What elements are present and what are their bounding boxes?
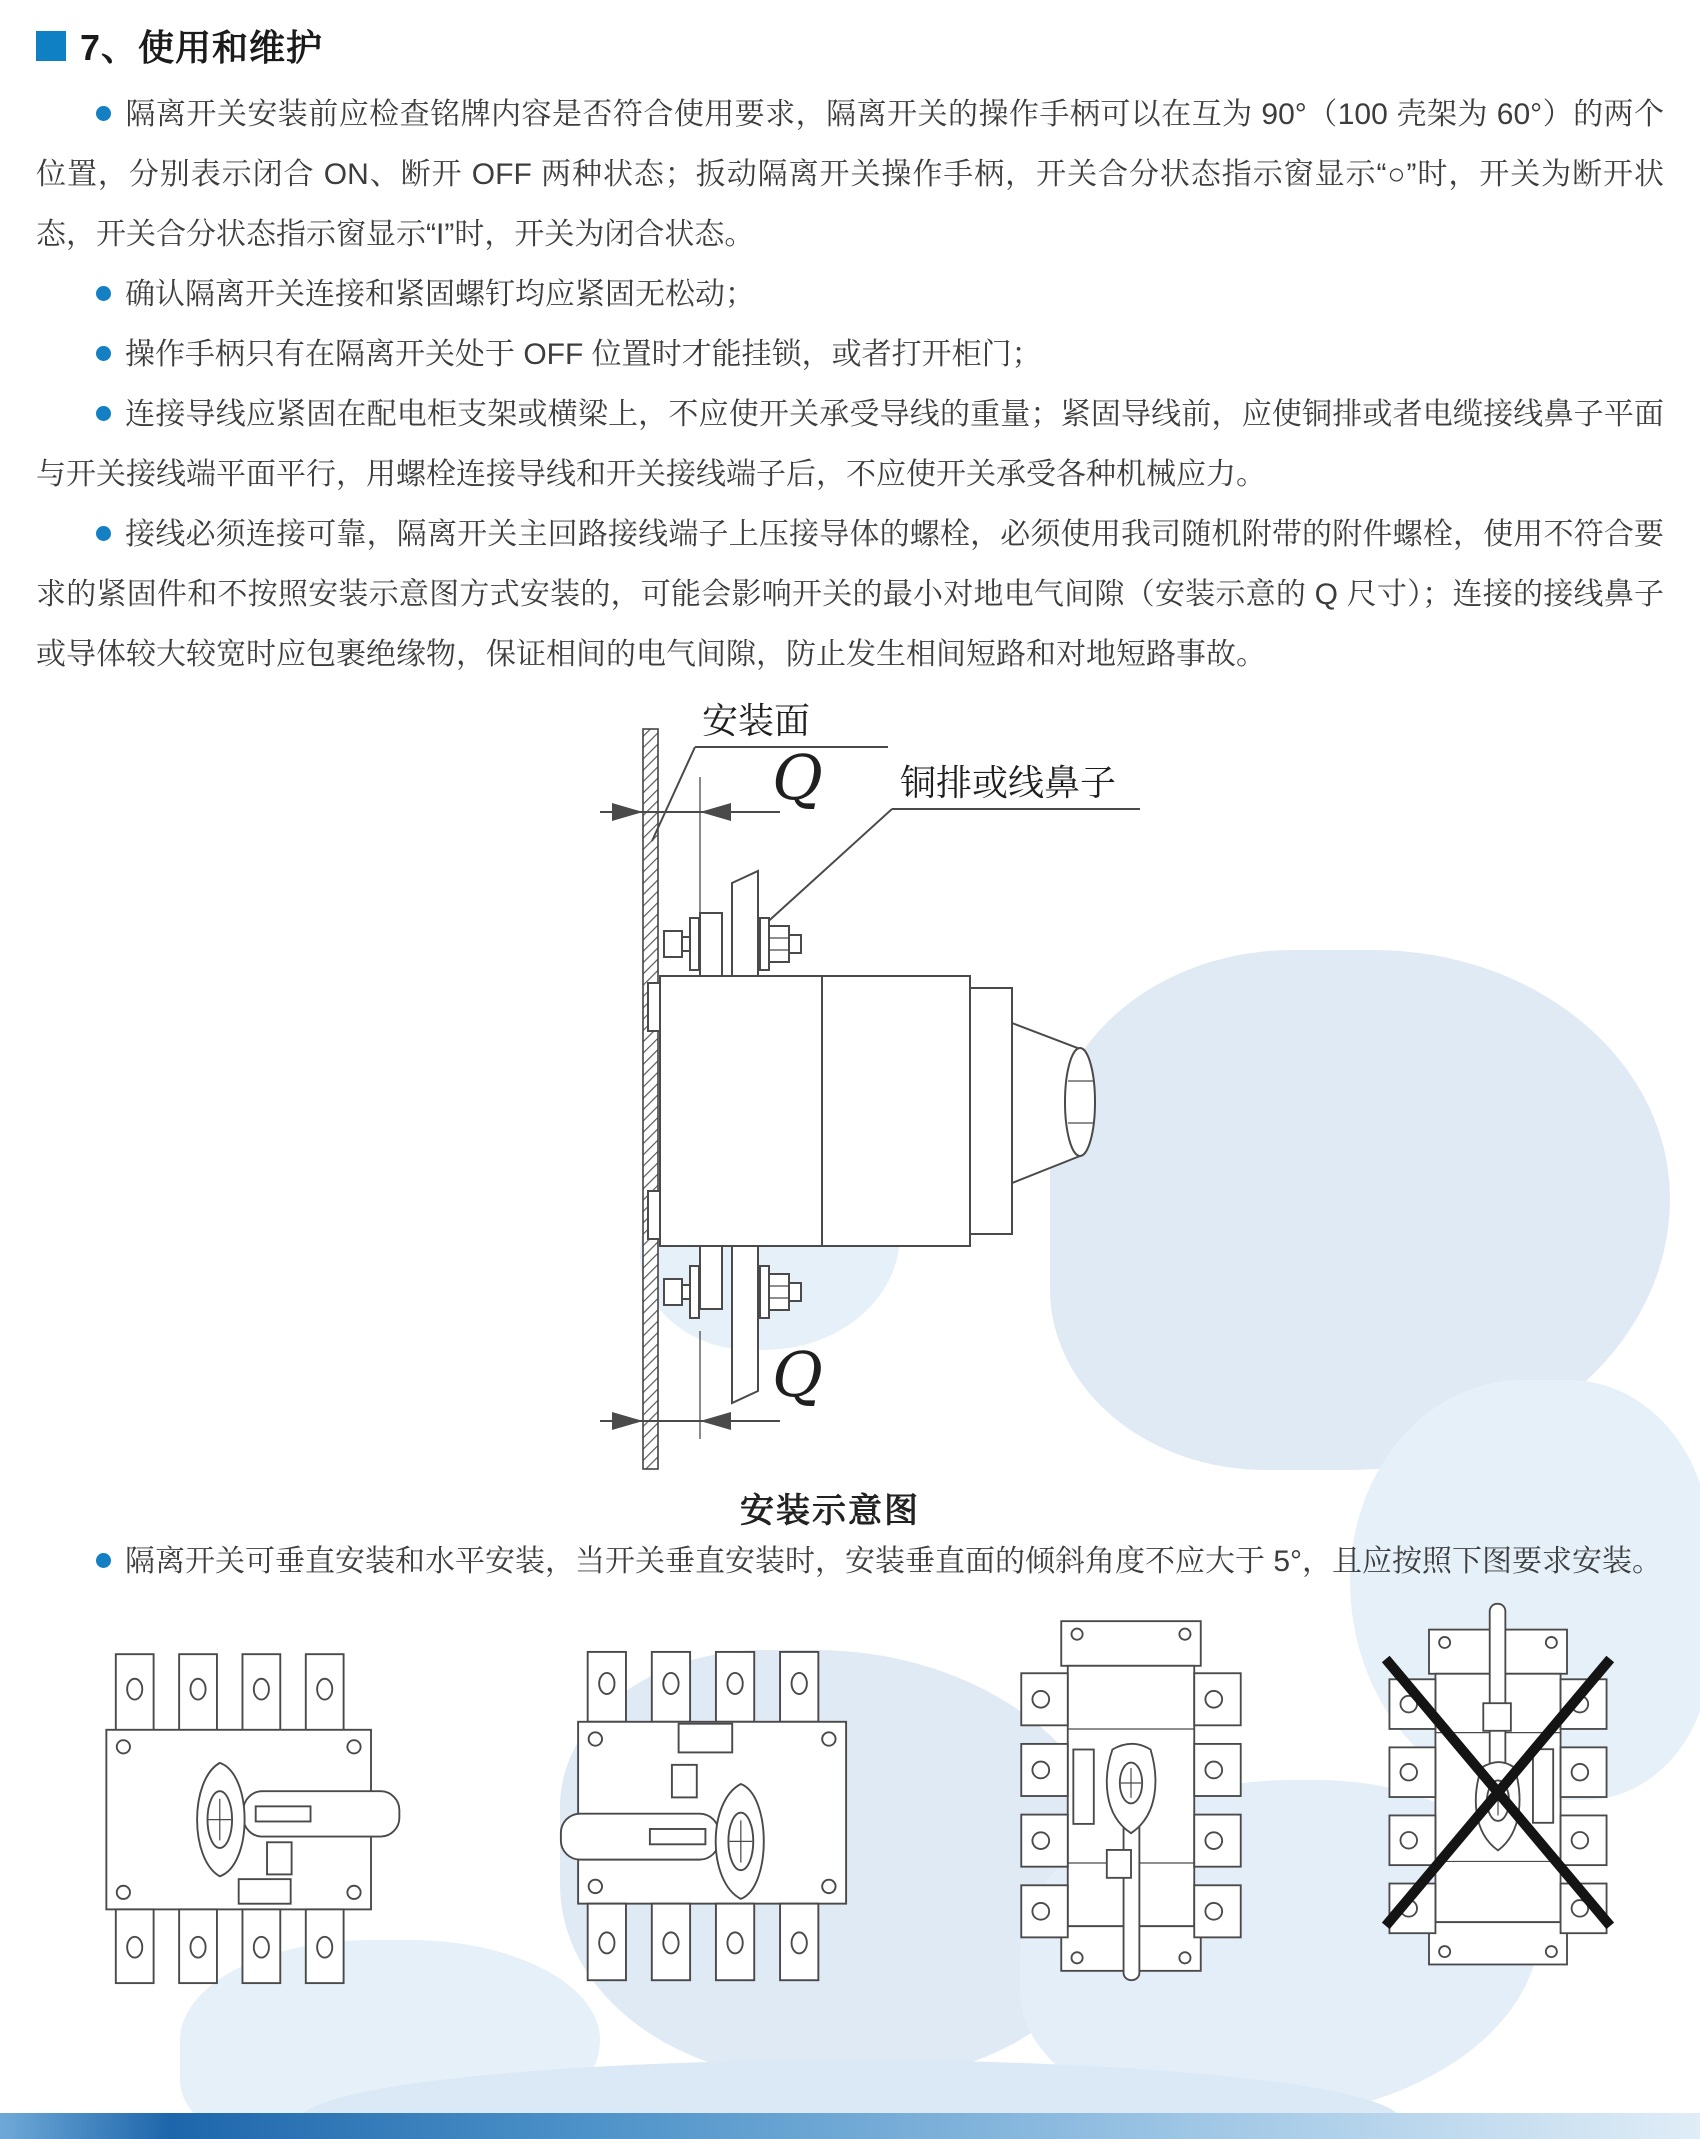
bullet-icon: [96, 1553, 111, 1568]
busbar-label: 铜排或线鼻子: [900, 762, 1117, 803]
body-paragraph: [36, 505, 1664, 685]
dimension-label-top: Q: [772, 741, 823, 814]
figure-vertical-handle-up-prohibited: [1374, 1602, 1622, 1970]
terminal-straps-bottom: [588, 1904, 819, 1981]
orientation-figures-row: [0, 1600, 1700, 1985]
paragraph-text: 隔离开关可垂直安装和水平安装，当开关垂直安装时，安装垂直面的倾斜角度不应大于 5°，且应按照下图要求安装。: [125, 1545, 1663, 1578]
mounting-surface-label: 安装面: [702, 700, 811, 741]
body-paragraph: [36, 85, 1664, 265]
bullet-icon: [96, 106, 111, 121]
terminal-straps-bottom: [116, 1909, 344, 1983]
body-paragraph: [36, 325, 1664, 385]
section-title: 7、使用和维护: [80, 27, 324, 68]
bullet-icon: [96, 406, 111, 421]
paragraph-text: 隔离开关安装前应检查铭牌内容是否符合使用要求，隔离开关的操作手柄可以在互为 90°（100 壳架为 60°）的两个位置，分别表示闭合 ON、断开 OFF 两种状态；扳动隔离开关操作手柄，开关合分状态指示窗显示“○”时，开关为断开状态，开关合分状态指示窗显示“I”时，开关为闭合状态。: [36, 98, 1664, 251]
figure-horizontal-handle-left: [542, 1650, 887, 1985]
installation-diagram-drawing: [450, 691, 1210, 1481]
dimension-bottom: [600, 1331, 823, 1439]
dimension-label-bottom: Q: [772, 1338, 823, 1411]
section-header: [36, 20, 1664, 71]
mounting-surface-callout: [652, 700, 888, 841]
body-paragraph: [36, 1532, 1664, 1592]
footer-bar: [0, 2113, 1700, 2139]
mounting-surface-wall: [643, 729, 658, 1469]
top-busbar: [664, 871, 801, 976]
bullet-icon: [96, 346, 111, 361]
body-paragraph: [36, 385, 1664, 505]
body-paragraph: [36, 265, 1664, 325]
paragraph-text: 连接导线应紧固在配电柜支架或横梁上，不应使开关承受导线的重量；紧固导线前，应使铜排或者电缆接线鼻子平面与开关接线端平面平行，用螺栓连接导线和开关接线端子后，不应使开关承受各种机械应力。: [36, 398, 1664, 491]
bullet-icon: [96, 286, 111, 301]
terminal-straps-right: [1194, 1673, 1241, 1937]
terminal-straps-left: [1021, 1673, 1068, 1937]
switch-body: [648, 976, 1095, 1246]
paragraph-text: 确认隔离开关连接和紧固螺钉均应紧固无松动；: [125, 278, 755, 311]
installation-diagram: [450, 691, 1210, 1532]
figure-horizontal-handle-right: [78, 1640, 423, 1985]
diagram-caption: 安装示意图: [740, 1492, 920, 1530]
figure-vertical-handle-down: [1007, 1610, 1255, 1982]
terminal-straps-top: [116, 1654, 344, 1732]
paragraph-text: 操作手柄只有在隔离开关处于 OFF 位置时才能挂锁，或者打开柜门；: [125, 338, 1042, 371]
terminal-straps-top: [588, 1652, 819, 1722]
paragraph-text: 接线必须连接可靠，隔离开关主回路接线端子上压接导体的螺栓，必须使用我司随机附带的附件螺栓，使用不符合要求的紧固件和不按照安装示意图方式安装的，可能会影响开关的最小对地电气间隙（安装示意的 Q 尺寸）；连接的接线鼻子或导体较大较宽时应包裹绝缘物，保证相间的电气间隙，防止发生相间短路和对地短路事故。: [36, 518, 1664, 671]
section-marker-icon: [36, 31, 66, 61]
bullet-icon: [96, 526, 111, 541]
